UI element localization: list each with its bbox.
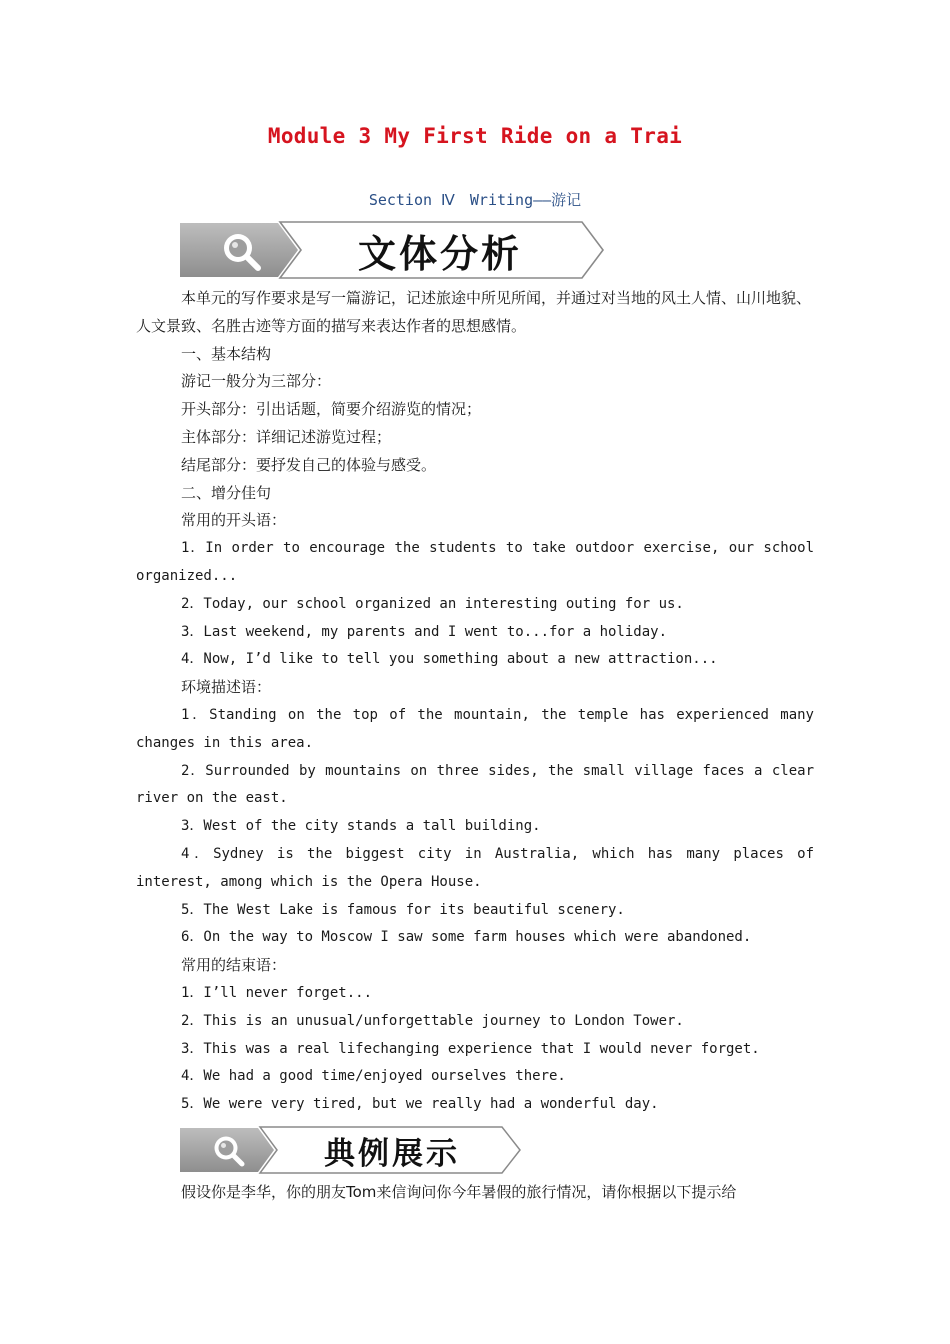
- structure-item: 开头部分：引出话题，简要介绍游览的情况；: [181, 400, 482, 419]
- banner-label: 典例展示: [324, 1135, 460, 1172]
- structure-heading: 一、基本结构: [181, 344, 272, 363]
- environment-sentence: 1．Standing on the top of the mountain, the temple has experienced many changes in this area.: [136, 706, 814, 751]
- opening-sentence: 4．Now, I’d like to tell you something about a new attraction...: [181, 651, 718, 668]
- structure-item: 结尾部分：要抒发自己的体验与感受。: [181, 455, 437, 474]
- structure-item: 主体部分：详细记述游览过程；: [181, 427, 392, 446]
- opening-sentence: 3．Last weekend, my parents and I went to...for a holiday.: [181, 623, 668, 640]
- environment-label: 环境描述语：: [181, 678, 272, 697]
- section-subtitle: Section Ⅳ Writing——游记: [368, 191, 582, 209]
- example-paragraph: 假设你是李华，你的朋友Tom来信询问你今年暑假的旅行情况，请你根据以下提示给: [181, 1183, 737, 1201]
- environment-sentence: 5．The West Lake is famous for its beautiful scenery.: [181, 901, 625, 918]
- sentences-heading: 二、增分佳句: [181, 483, 272, 502]
- closing-sentence: 1．I’ll never forget...: [181, 984, 373, 1001]
- opening-sentence: 1．In order to encourage the students to take outdoor exercise, our school organized...: [136, 540, 814, 584]
- banner-label: 文体分析: [357, 231, 522, 276]
- closing-label: 常用的结束语：: [181, 956, 287, 975]
- banner-example: [180, 1126, 522, 1174]
- closing-sentence: 2．This is an unusual/unforgettable journey to London Tower.: [181, 1012, 684, 1029]
- environment-sentence: 2．Surrounded by mountains on three sides, the small village faces a clear river on the east.: [136, 762, 814, 807]
- opening-sentence: 2．Today, our school organized an interesting outing for us.: [181, 595, 684, 612]
- environment-sentence: 3．West of the city stands a tall building.: [181, 818, 541, 835]
- page-title: Module 3 My First Ride on a Trai: [267, 124, 683, 148]
- closing-sentence: 4．We had a good time/enjoyed ourselves there.: [181, 1068, 566, 1085]
- environment-sentence: 4．Sydney is the biggest city in Australia, which has many places of interest, among which is the Opera House.: [136, 845, 814, 890]
- environment-sentence: 6．On the way to Moscow I saw some farm houses which were abandoned.: [181, 929, 752, 946]
- intro-paragraph: 本单元的写作要求是写一篇游记，记述旅途中所见所闻，并通过对当地的风土人情、山川地貌、人文景致、名胜古迹等方面的描写来表达作者的思想感情。: [136, 289, 812, 335]
- document-body: [136, 285, 814, 1119]
- banner-style-analysis: [180, 221, 605, 279]
- closing-sentence: 5．We were very tired, but we really had a wonderful day.: [181, 1096, 659, 1113]
- structure-lead: 游记一般分为三部分：: [181, 372, 332, 391]
- example-body: [136, 1179, 814, 1207]
- closing-sentence: 3．This was a real lifechanging experience that I would never forget.: [181, 1040, 760, 1057]
- opening-label: 常用的开头语：: [181, 511, 287, 530]
